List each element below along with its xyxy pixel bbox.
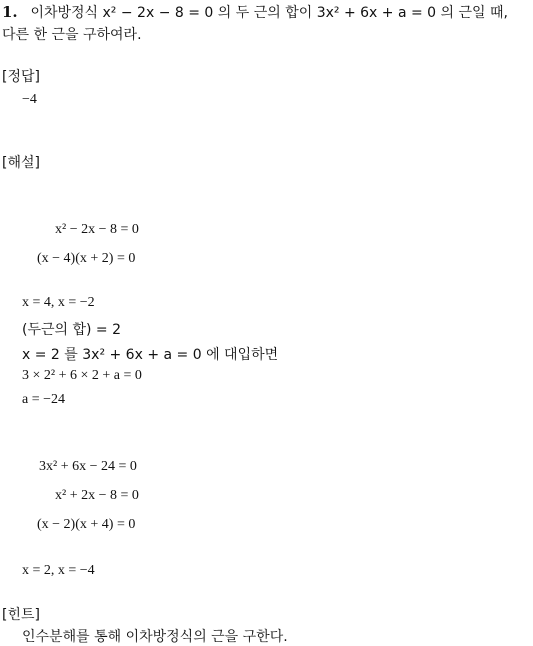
question-line-2: 다른 한 근을 구하여라. <box>2 27 142 43</box>
solution-result: x = 2, x = −4 <box>22 563 95 578</box>
solution-step: 3 × 2² + 6 × 2 + a = 0 <box>22 368 142 383</box>
solution-step: x = 4, x = −2 <box>22 295 95 310</box>
hint-text: 인수분해를 통해 이차방정식의 근을 구한다. <box>22 629 288 645</box>
question-text-1: 이차방정식 x² − 2x − 8 = 0 의 두 근의 합이 3x² + 6x + a = 0 의 근일 때, <box>30 5 508 21</box>
solution-step: a = −24 <box>22 392 66 407</box>
answer-value: −4 <box>22 92 37 107</box>
solution-equation: x² + 2x − 8 = 0 <box>55 488 139 503</box>
question-line-1 <box>2 2 508 23</box>
solution-equation: (x − 2)(x + 4) = 0 <box>37 517 136 532</box>
question-number: 1. <box>2 3 18 21</box>
solution-label: [해설] <box>2 155 40 171</box>
solution-step: (두근의 합) = 2 <box>22 322 122 338</box>
solution-equation: 3x² + 6x − 24 = 0 <box>39 459 137 474</box>
solution-step: x = 2 를 3x² + 6x + a = 0 에 대입하면 <box>22 347 279 363</box>
solution-equation: x² − 2x − 8 = 0 <box>55 222 139 237</box>
solution-equation: (x − 4)(x + 2) = 0 <box>37 251 136 266</box>
answer-label: [정답] <box>2 69 40 85</box>
hint-label: [힌트] <box>2 607 40 623</box>
